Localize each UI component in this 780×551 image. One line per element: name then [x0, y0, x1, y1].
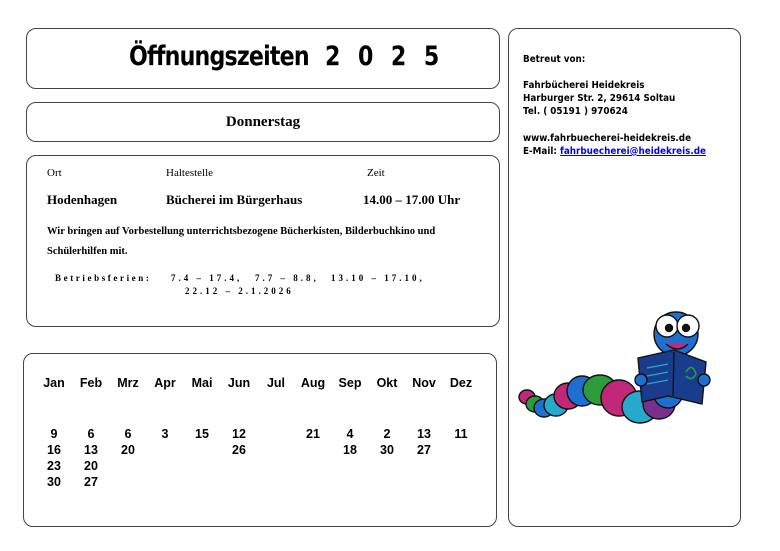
- service-day: 2: [383, 427, 391, 441]
- day-panel: [26, 102, 500, 142]
- stop-header: Haltestelle: [166, 167, 214, 179]
- service-day: 30: [380, 443, 394, 457]
- holiday-period: 22.12 – 2.1.2026: [185, 286, 294, 296]
- contact-heading: Betreut von:: [523, 54, 586, 65]
- service-day: [184, 458, 220, 474]
- stop-info-panel: [26, 155, 500, 327]
- service-day: 13: [84, 443, 98, 457]
- service-day: [147, 474, 183, 490]
- service-day: [406, 458, 442, 474]
- month-days-column: [406, 426, 442, 490]
- service-day: [110, 474, 146, 490]
- page-year: 2 0 2 5: [325, 41, 445, 72]
- month-days-column: [36, 426, 72, 490]
- service-day: 13: [417, 427, 431, 441]
- service-day: [147, 458, 183, 474]
- service-day: [443, 458, 479, 474]
- note-text: Wir bringen auf Vorbestellung unterrichtsbezogene Bücherkisten, Bilderbuchkino und Schülerhilfen mit.: [47, 226, 436, 257]
- service-day: 18: [343, 443, 357, 457]
- month-days-column: [295, 426, 331, 490]
- service-day: [184, 474, 220, 490]
- service-day: 20: [121, 443, 135, 457]
- month-days-column: [73, 426, 109, 490]
- stop-value: Bücherei im Bürgerhaus: [166, 192, 303, 207]
- time-header: Zeit: [367, 167, 385, 179]
- month-header: Jan: [43, 376, 65, 390]
- org-email-line: [523, 146, 706, 157]
- service-day: 26: [232, 443, 246, 457]
- service-day: [332, 458, 368, 474]
- service-day: [147, 442, 183, 458]
- page-title: Öffnungszeiten: [129, 41, 309, 72]
- place-value: Hodenhagen: [47, 192, 118, 207]
- service-day: [221, 474, 257, 490]
- service-day: 21: [306, 427, 320, 441]
- service-day: [332, 474, 368, 490]
- bookworm-mascot-icon: [516, 306, 726, 430]
- month-header: Mrz: [117, 376, 139, 390]
- org-name: Fahrbücherei Heidekreis: [523, 80, 645, 91]
- holiday-period: 13.10 – 17.10,: [331, 273, 425, 283]
- month-days-column: [221, 426, 257, 490]
- service-day: 27: [417, 443, 431, 457]
- month-header: Mai: [191, 376, 213, 390]
- month-header: Feb: [79, 376, 103, 390]
- service-day: 3: [161, 427, 169, 441]
- month-days-column: [258, 426, 294, 490]
- service-day: [221, 458, 257, 474]
- holiday-period: 7.7 – 8.8,: [255, 273, 319, 283]
- time-value: 14.00 – 17.00 Uhr: [363, 192, 461, 207]
- service-day: 9: [50, 427, 58, 441]
- service-day: [184, 442, 220, 458]
- org-website[interactable]: www.fahrbuecherei-heidekreis.de: [523, 133, 692, 144]
- service-day: [443, 474, 479, 490]
- service-day: 4: [346, 427, 354, 441]
- service-day: [258, 426, 294, 442]
- email-label: E-Mail:: [523, 146, 560, 157]
- place-header: Ort: [47, 167, 62, 179]
- service-day: 11: [454, 427, 468, 441]
- service-day: 20: [84, 459, 98, 473]
- month-days-column: [184, 426, 220, 490]
- month-days-column: [443, 426, 479, 490]
- service-day: [258, 442, 294, 458]
- service-day: [406, 474, 442, 490]
- contact-panel: [508, 28, 741, 527]
- service-day: [110, 458, 146, 474]
- month-header: Jul: [266, 376, 286, 390]
- weekday-label: Donnerstag: [225, 114, 301, 130]
- month-header: Jun: [227, 376, 251, 390]
- month-days-column: [110, 426, 146, 490]
- email-link[interactable]: fahrbuecherei@heidekreis.de: [559, 146, 707, 157]
- month-days-column: [147, 426, 183, 490]
- month-days-column: [369, 426, 405, 490]
- service-day: [443, 442, 479, 458]
- service-day: [369, 458, 405, 474]
- org-address: Harburger Str. 2, 29614 Soltau: [523, 93, 676, 104]
- service-day: 23: [47, 459, 61, 473]
- service-day: [295, 442, 331, 458]
- service-day: 6: [87, 427, 95, 441]
- month-header: Dez: [449, 376, 473, 390]
- service-day: [369, 474, 405, 490]
- service-day: [258, 458, 294, 474]
- month-header: Sep: [338, 376, 362, 390]
- service-day: [295, 474, 331, 490]
- service-day: 6: [124, 427, 132, 441]
- title-panel: [26, 28, 500, 89]
- holiday-period: 7.4 – 17.4,: [171, 273, 243, 283]
- service-day: 15: [195, 427, 209, 441]
- service-day: [258, 474, 294, 490]
- service-day: 16: [47, 443, 61, 457]
- org-phone: Tel. ( 05191 ) 970624: [523, 106, 628, 117]
- calendar-panel: [23, 353, 497, 527]
- month-header: Okt: [376, 376, 398, 390]
- service-day: 30: [47, 475, 61, 489]
- service-day: 12: [232, 427, 246, 441]
- service-day: 27: [84, 475, 98, 489]
- holidays-label: Betriebsferien:: [55, 273, 152, 283]
- month-header: Apr: [154, 376, 176, 390]
- month-days-column: [332, 426, 368, 490]
- service-day: [295, 458, 331, 474]
- month-header: Nov: [412, 376, 436, 390]
- month-header: Aug: [300, 376, 326, 390]
